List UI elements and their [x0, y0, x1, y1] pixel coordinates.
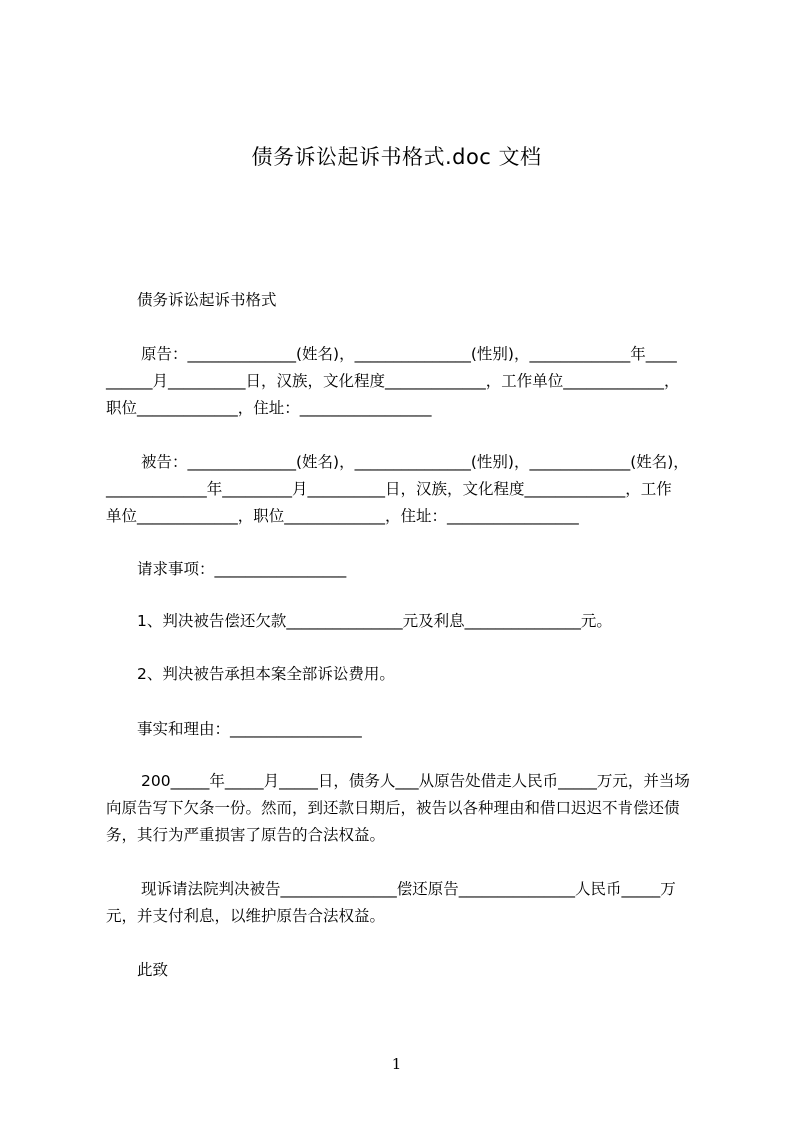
- facts-paragraph-line-3: 务，其行为严重损害了原告的合法权益。: [106, 826, 386, 844]
- defendant-line-2: _____________年_________月__________日，汉族，文化程度_____________，工作: [106, 480, 672, 498]
- page-number: 1: [391, 1055, 402, 1073]
- request-paragraph-line-2: 元，并支付利息，以维护原告合法权益。: [106, 907, 386, 925]
- request-paragraph-line-1: 现诉请法院判决被告_______________偿还原告_______________人民币_____万: [141, 880, 676, 898]
- facts-paragraph-line-2: 向原告写下欠条一份。然而，到还款日期后，被告以各种理由和借口迟迟不肯偿还债: [106, 799, 680, 817]
- defendant-line-3: 单位_____________，职位_____________，住址：_________________: [106, 507, 579, 525]
- heading-line: 债务诉讼起诉书格式: [137, 291, 277, 309]
- plaintiff-line-2: ______月__________日，汉族，文化程度_____________，工作单位_____________，: [106, 372, 680, 390]
- document-title: 债务诉讼起诉书格式.doc 文档: [251, 145, 542, 169]
- plaintiff-line-1: 原告：______________(姓名)，_______________(性别)，_____________年____: [141, 345, 677, 363]
- claims-line: 请求事项：_________________: [137, 560, 347, 578]
- facts-paragraph-line-1: 200_____年_____月_____日，债务人___从原告处借走人民币_____万元，并当场: [141, 772, 690, 790]
- claim-item-2: 2、判决被告承担本案全部诉讼费用。: [137, 665, 395, 683]
- facts-line: 事实和理由：_________________: [137, 720, 362, 738]
- closing-line: 此致: [137, 961, 169, 979]
- defendant-line-1: 被告：______________(姓名)，_______________(性别)，_____________(姓名)，: [141, 453, 689, 471]
- claim-item-1: 1、判决被告偿还欠款_______________元及利息_______________元。: [137, 612, 612, 630]
- plaintiff-line-3: 职位_____________，住址：_________________: [106, 399, 432, 417]
